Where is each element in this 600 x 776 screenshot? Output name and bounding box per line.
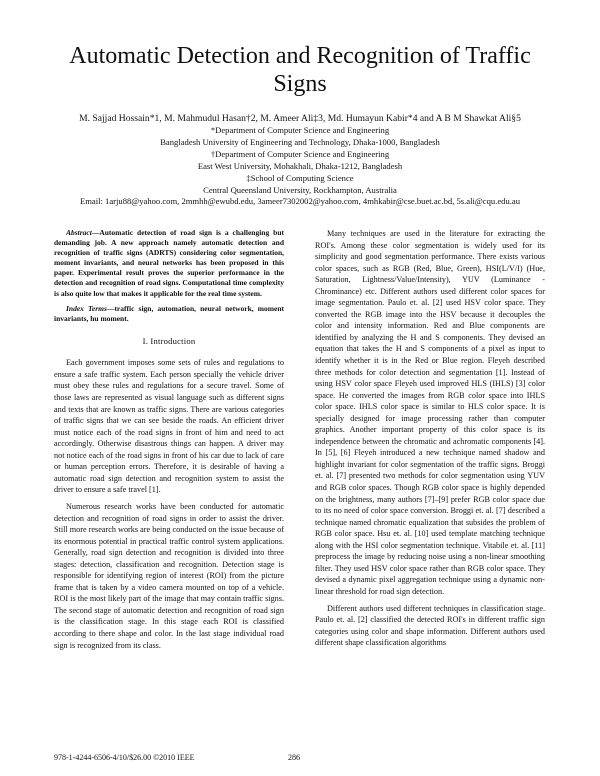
body-paragraph: Numerous research works have been conducted for automatic detection and recognition of road signs in order to assist the driver. Still more research works are being conducted on the issue because of its enormous potential in practical traffic control system applications. Generally, road sign detection and recognition is divided into three stages: detection, classification and recognition. Detection stage is responsible for identifying region of interest (ROI) from the picture frame that is taken by a video camera mounted on top of a vehicle. ROI is the most likely part of the image that may contain traffic signs. The second stage of automatic detection and recognition of road sign is the classification stage. In this stage each ROI is classified according to there shape and color. In the last stage individual road sign is recognized from its class. bbox=[54, 501, 284, 650]
paper-title: Automatic Detection and Recognition of Traffic Signs bbox=[69, 43, 531, 97]
affiliation-dept-1: *Department of Computer Science and Engineering bbox=[210, 125, 390, 135]
affiliation-univ-1: Bangladesh University of Engineering and Technology, Dhaka-1000, Bangladesh bbox=[160, 136, 440, 147]
body-paragraph: Many techniques are used in the literature for extracting the ROI's. Among these color segmentation is widely used for its simplicity and good segmentation performance. There exists various color spaces, such as RGB (Red, Blue, Green), HSI(L/V/I) (Hue, Saturation, Lightness/Value/Intensity), YUV (Luminance - Chrominance) etc. Different authors used different color spaces for image segmentation. Paulo et. al. [2] used HSV color space. They converted the RGB image into the HSV because it decouples the color and intensity information. Red and Blue components are identified by analyzing the H and S components. They devised an equation that takes the H and S components of a pixel as input to identify whether it is in the Red or Blue region. Fleyeh described three methods for color detection and segmentation [1]. Instead of using HSV color space Fleyeh used improved HLS (IHLS) [3] color space. He converted the images from RGB color space into IHLS color space. IHLS color space is similar to HLS color space. It is specially designed for image processing rather than computer graphics. Another important property of this color space is its independence between the chromatic and achromatic components [4]. In [5], [6] Fleyeh introduced a new technique named shadow and highlight invariant for color segmentation of the traffic signs. Broggi et. al. [7] presented two methods for color segmentation using YUV and RGB color spaces. Though RGB color space is highly depended on the brightness, many authors [7]–[9] prefer RGB color space due to its no need of color space conversion. Broggi et. al. [7] described a technique named chromatic equalization that subsides the problem of RGB color space. Hsu et. al. [10] used template matching technique along with the HSI color segmentation technique. Vitabile et. al. [11] preprocess the image by reducing noise using a non-linear smoothing filter. They used HSV color space rather than RGB color space. They devised a dynamic pixel aggregation technique using a dynamic non-linear threshold for road sign detection. bbox=[315, 229, 545, 596]
abstract bbox=[54, 228, 284, 299]
body-paragraph: Each government imposes some sets of rules and regulations to ensure a safe traffic system. Each person specially the vehicle driver must obey these rules and regulations for a secure travel. Some of those laws are represented as visual language such as different signs and texts that are known as traffic signs. There are various categories of traffic signs that we can see beside the roads. An efficient driver must notice each of the road signs in front of him and need to act accordingly. Otherwise disastrous things can happen. A driver may not notice each of the road signs in front of his car due to lack of care or human perception errors. Therefore, it is desirable of having a automatic road sign detection and recognition system to assist the driver to ensure a safe travel [1]. bbox=[54, 358, 284, 495]
abstract-text: —Automatic detection of road sign is a challenging but demanding job. A new approach namely automatic detection and recognition of traffic signs (ADRTS) considering color segmentation, moment invariants, and neural networks has been proposed in this paper. Experimental result proves the superior performance in the detection and recognition of road signs. Computational time complexity is also quite low that makes it applicable for the real time system. bbox=[54, 228, 284, 298]
email-line: Email: 1arju88@yahoo.com, 2mmhh@ewubd.edu, 3ameer7302002@yahoo.com, 4mhkabir@cse.buet.ac.bd, 5s.ali@cqu.edu.au bbox=[79, 196, 521, 207]
index-terms-label: Index Terms bbox=[66, 303, 107, 313]
right-column bbox=[315, 228, 545, 654]
abstract-label: Abstract bbox=[66, 228, 92, 237]
index-terms-text: —traffic sign, automation, neural network, moment invariants, hu moment. bbox=[54, 303, 284, 323]
section-heading-introduction: I. Introduction bbox=[142, 335, 196, 346]
left-column bbox=[54, 228, 284, 656]
affiliation-univ-2: East West University, Mohakhali, Dhaka-1212, Bangladesh bbox=[197, 160, 403, 171]
body-paragraph: Different authors used different techniques in classification stage. Paulo et. al. [2] classified the detected ROI's in different traffic sign categories using color and shape information. Different authors used different shape classification algorithms bbox=[315, 603, 545, 648]
affiliation-dept-3: ‡School of Computing Science bbox=[246, 172, 354, 183]
affiliation-dept-2: †Department of Computer Science and Engineering bbox=[210, 148, 390, 159]
author-list: M. Sajjad Hossain*1, M. Mahmudul Hasan†2, M. Ameer Ali‡3, Md. Humayun Kabir*4 and A B M Shawkat Ali§5 bbox=[79, 113, 521, 124]
copyright-footer: 978-1-4244-6506-4/10/$26.00 ©2010 IEEE bbox=[54, 753, 195, 762]
affiliation-univ-3: Central Queensland University, Rockhampton, Australia bbox=[203, 184, 397, 195]
page-number: 286 bbox=[288, 753, 300, 762]
index-terms bbox=[54, 304, 284, 324]
affiliations bbox=[20, 125, 580, 208]
